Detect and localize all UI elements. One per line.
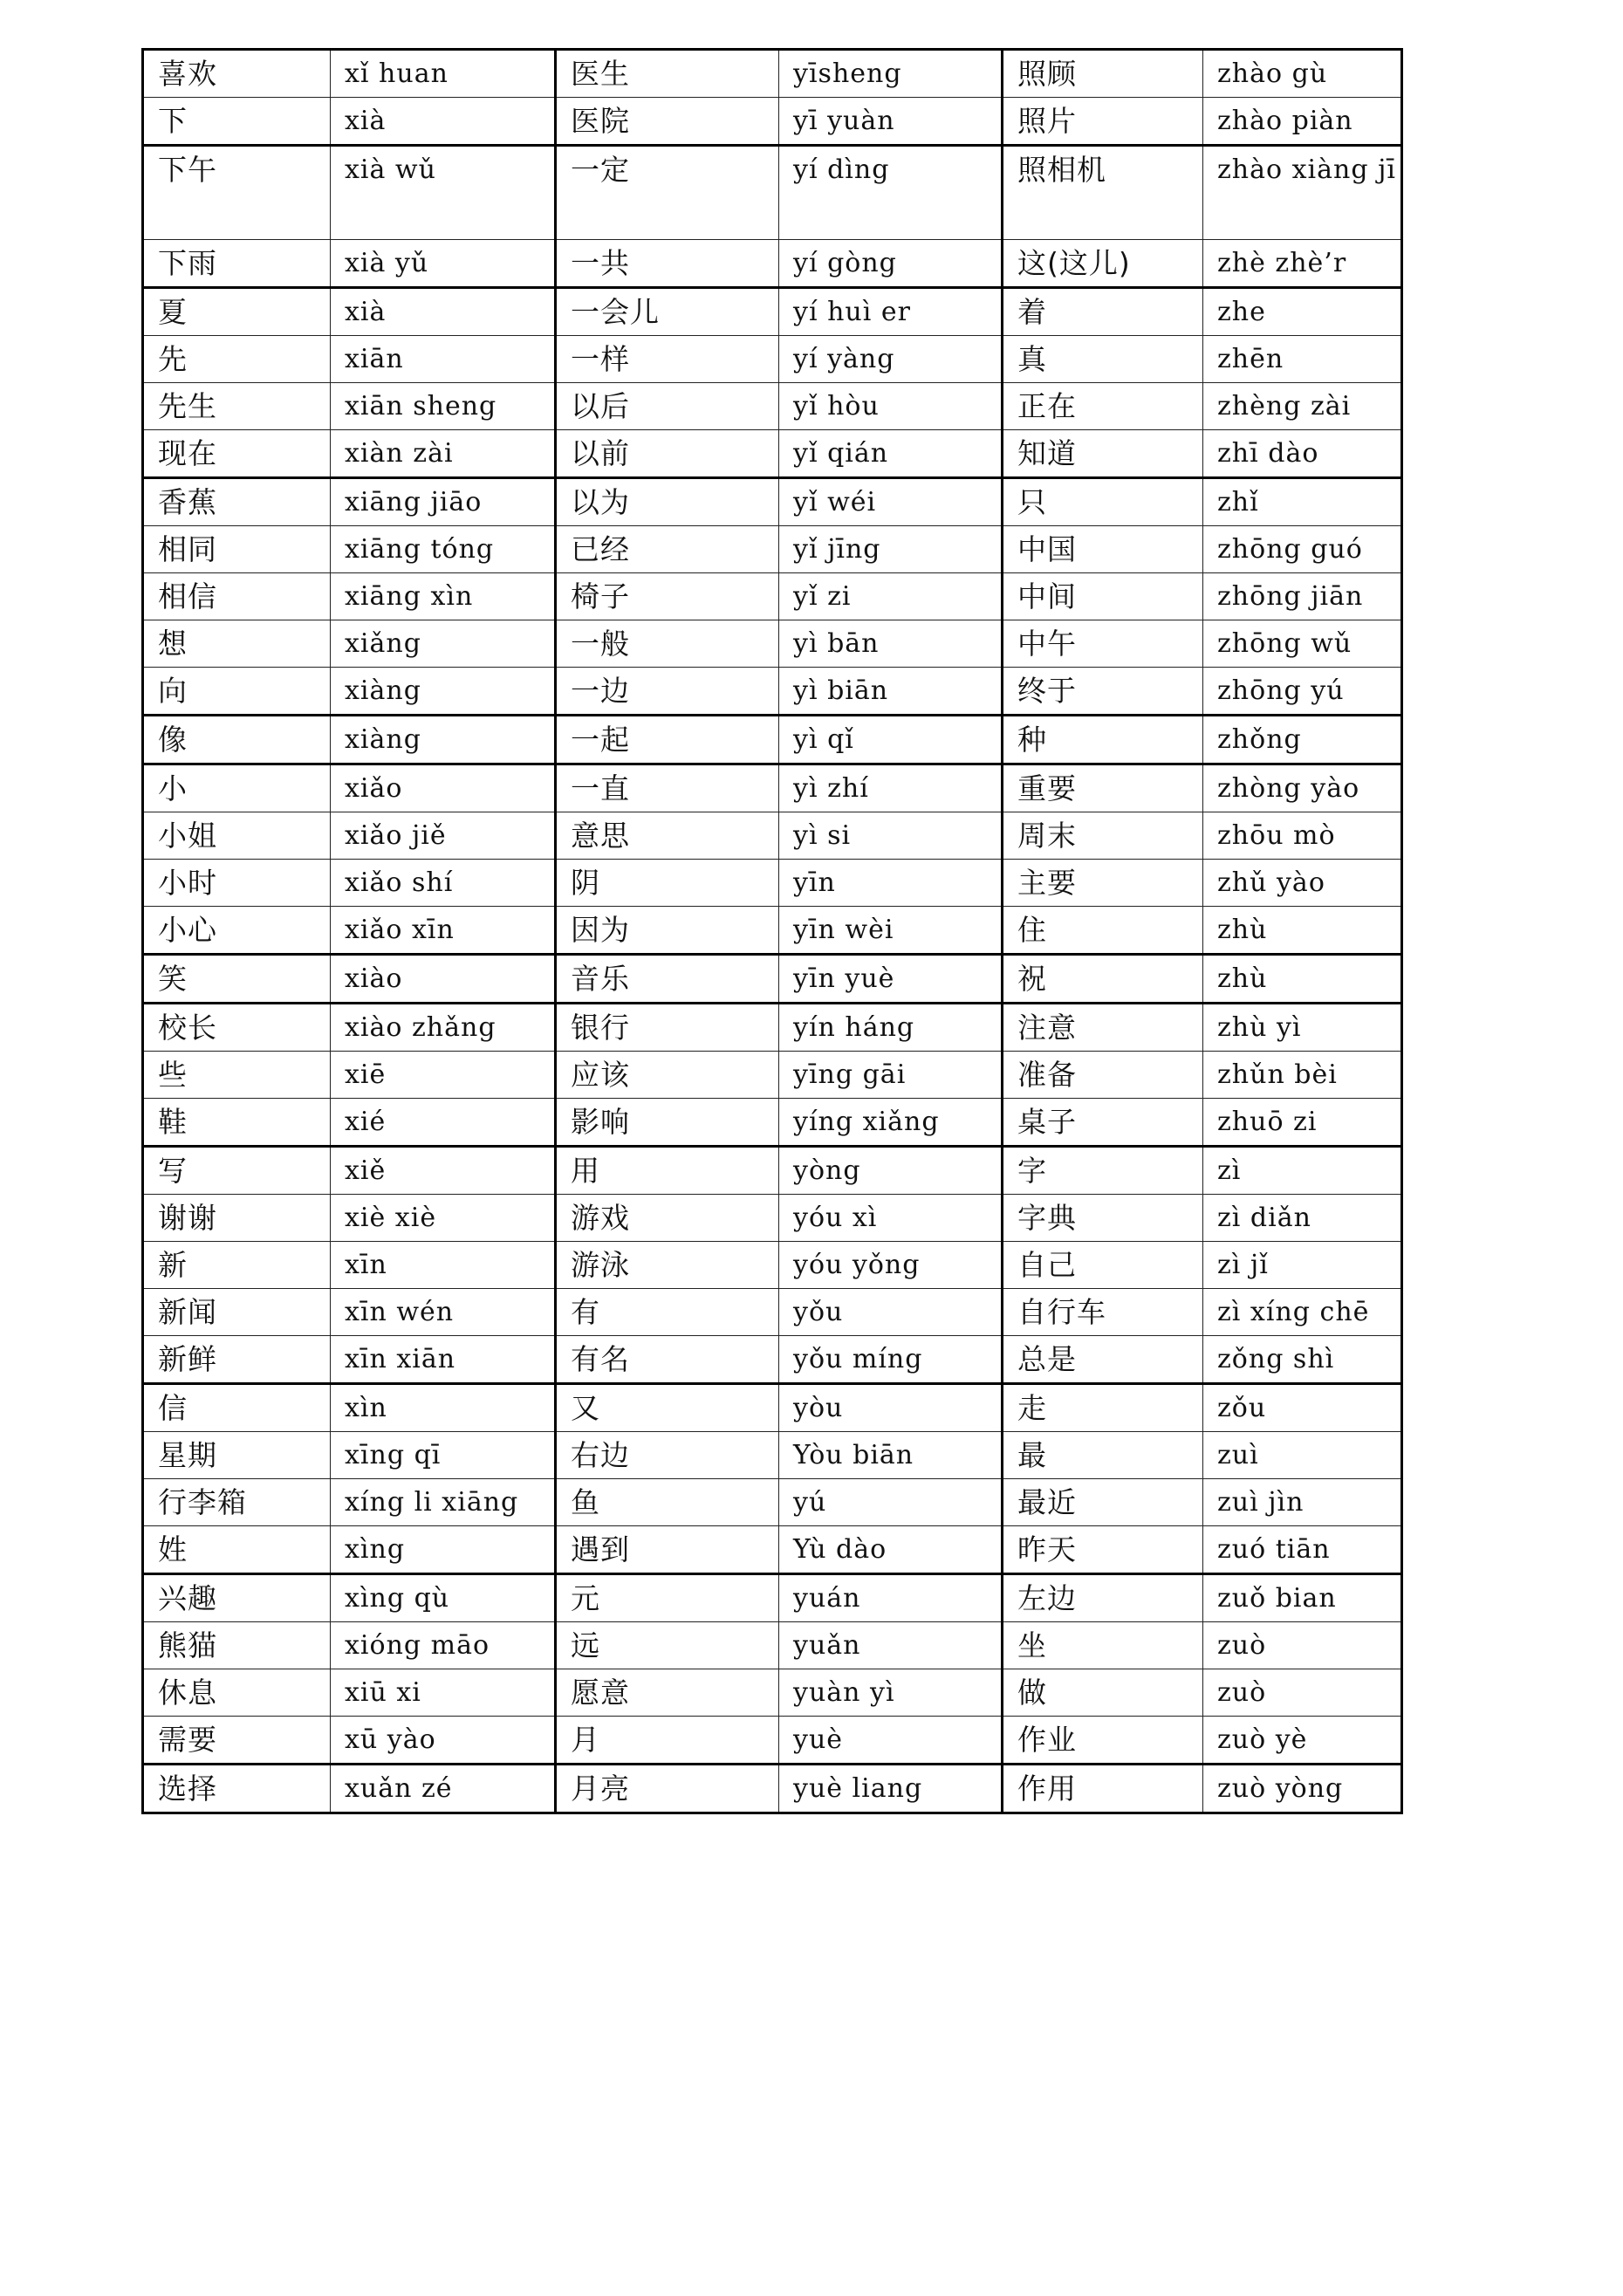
cell-pinyin-col6: zhōu mò	[1203, 812, 1402, 860]
cell-pinyin-col6: zhōng wǔ	[1203, 620, 1402, 668]
cell-pinyin-col6: zhòng yào	[1203, 764, 1402, 812]
cell-hanzi-col1: 兴趣	[143, 1574, 331, 1622]
cell-pinyin-col6: zhōng guó	[1203, 526, 1402, 573]
cell-pinyin-col4: yǐ jīng	[779, 526, 1003, 573]
cell-hanzi-col1: 信	[143, 1384, 331, 1432]
cell-pinyin-col6: zuì	[1203, 1432, 1402, 1479]
cell-pinyin-col6: zì jǐ	[1203, 1242, 1402, 1289]
cell-hanzi-col1: 选择	[143, 1765, 331, 1813]
cell-hanzi-col1: 下雨	[143, 240, 331, 288]
cell-pinyin-col2: xié	[331, 1099, 556, 1147]
cell-hanzi-col1: 行李箱	[143, 1479, 331, 1526]
cell-pinyin-col2: xià wǔ	[331, 146, 556, 240]
cell-hanzi-col1: 熊猫	[143, 1622, 331, 1669]
cell-hanzi-col3: 遇到	[556, 1526, 779, 1574]
cell-hanzi-col3: 远	[556, 1622, 779, 1669]
vocabulary-table-body	[143, 50, 1402, 1813]
cell-hanzi-col1: 相同	[143, 526, 331, 573]
cell-pinyin-col6: zhào piàn	[1203, 98, 1402, 146]
cell-pinyin-col2: xiǎo shí	[331, 860, 556, 907]
cell-pinyin-col2: xìng	[331, 1526, 556, 1574]
cell-hanzi-col5: 字	[1003, 1147, 1203, 1195]
cell-hanzi-col3: 以为	[556, 478, 779, 526]
cell-pinyin-col4: yí yàng	[779, 336, 1003, 383]
table-row	[143, 526, 1402, 573]
cell-hanzi-col3: 一般	[556, 620, 779, 668]
cell-pinyin-col2: xióng māo	[331, 1622, 556, 1669]
cell-hanzi-col5: 作用	[1003, 1765, 1203, 1813]
cell-pinyin-col2: xiè xiè	[331, 1195, 556, 1242]
cell-hanzi-col3: 一会儿	[556, 288, 779, 336]
cell-pinyin-col6: zhè zhè’r	[1203, 240, 1402, 288]
cell-pinyin-col4: yì bān	[779, 620, 1003, 668]
cell-pinyin-col6: zuì jìn	[1203, 1479, 1402, 1526]
cell-pinyin-col2: xiān sheng	[331, 383, 556, 430]
cell-hanzi-col5: 总是	[1003, 1336, 1203, 1384]
cell-pinyin-col6: zhe	[1203, 288, 1402, 336]
cell-hanzi-col5: 住	[1003, 907, 1203, 955]
cell-hanzi-col5: 真	[1003, 336, 1203, 383]
cell-hanzi-col3: 阴	[556, 860, 779, 907]
cell-hanzi-col1: 小心	[143, 907, 331, 955]
cell-hanzi-col5: 中午	[1003, 620, 1203, 668]
cell-pinyin-col2: xīn	[331, 1242, 556, 1289]
cell-hanzi-col5: 中间	[1003, 573, 1203, 620]
cell-hanzi-col3: 一样	[556, 336, 779, 383]
table-row	[143, 1384, 1402, 1432]
cell-hanzi-col5: 自己	[1003, 1242, 1203, 1289]
cell-pinyin-col2: xīn xiān	[331, 1336, 556, 1384]
cell-pinyin-col4: yí dìng	[779, 146, 1003, 240]
table-row	[143, 764, 1402, 812]
cell-hanzi-col5: 中国	[1003, 526, 1203, 573]
cell-hanzi-col3: 月亮	[556, 1765, 779, 1813]
cell-pinyin-col2: xiǎo	[331, 764, 556, 812]
table-row	[143, 146, 1402, 240]
cell-pinyin-col4: yuè	[779, 1717, 1003, 1765]
cell-pinyin-col2: xiāng jiāo	[331, 478, 556, 526]
cell-hanzi-col1: 相信	[143, 573, 331, 620]
cell-pinyin-col6: zǒng shì	[1203, 1336, 1402, 1384]
cell-pinyin-col2: xià	[331, 288, 556, 336]
cell-hanzi-col3: 右边	[556, 1432, 779, 1479]
cell-pinyin-col2: xiǎng	[331, 620, 556, 668]
cell-pinyin-col6: zuó tiān	[1203, 1526, 1402, 1574]
cell-hanzi-col5: 祝	[1003, 955, 1203, 1004]
cell-hanzi-col3: 应该	[556, 1052, 779, 1099]
cell-hanzi-col1: 笑	[143, 955, 331, 1004]
cell-hanzi-col3: 愿意	[556, 1669, 779, 1717]
cell-pinyin-col4: yín háng	[779, 1004, 1003, 1052]
cell-hanzi-col1: 小	[143, 764, 331, 812]
cell-pinyin-col4: yuán	[779, 1574, 1003, 1622]
table-row	[143, 1526, 1402, 1574]
cell-pinyin-col4: yuè liang	[779, 1765, 1003, 1813]
table-row	[143, 1479, 1402, 1526]
cell-pinyin-col4: yóu xì	[779, 1195, 1003, 1242]
cell-hanzi-col5: 重要	[1003, 764, 1203, 812]
cell-hanzi-col3: 影响	[556, 1099, 779, 1147]
cell-pinyin-col6: zì	[1203, 1147, 1402, 1195]
cell-pinyin-col4: yīn wèi	[779, 907, 1003, 955]
cell-pinyin-col6: zhōng jiān	[1203, 573, 1402, 620]
cell-hanzi-col1: 校长	[143, 1004, 331, 1052]
cell-pinyin-col6: zuò yè	[1203, 1717, 1402, 1765]
cell-hanzi-col5: 照顾	[1003, 50, 1203, 98]
cell-hanzi-col1: 像	[143, 716, 331, 764]
cell-pinyin-col4: yì biān	[779, 668, 1003, 716]
cell-hanzi-col5: 着	[1003, 288, 1203, 336]
cell-pinyin-col2: xū yào	[331, 1717, 556, 1765]
cell-hanzi-col1: 新闻	[143, 1289, 331, 1336]
cell-hanzi-col3: 鱼	[556, 1479, 779, 1526]
table-row	[143, 1622, 1402, 1669]
cell-hanzi-col3: 银行	[556, 1004, 779, 1052]
cell-hanzi-col5: 照相机	[1003, 146, 1203, 240]
table-row	[143, 1147, 1402, 1195]
cell-pinyin-col6: zuò	[1203, 1622, 1402, 1669]
cell-hanzi-col1: 小时	[143, 860, 331, 907]
cell-pinyin-col6: zhǐ	[1203, 478, 1402, 526]
cell-pinyin-col4: yǒu míng	[779, 1336, 1003, 1384]
table-row	[143, 98, 1402, 146]
cell-hanzi-col5: 这(这儿)	[1003, 240, 1203, 288]
cell-hanzi-col5: 准备	[1003, 1052, 1203, 1099]
cell-pinyin-col6: zì diǎn	[1203, 1195, 1402, 1242]
cell-hanzi-col1: 向	[143, 668, 331, 716]
cell-hanzi-col5: 终于	[1003, 668, 1203, 716]
cell-pinyin-col2: xǐ huan	[331, 50, 556, 98]
table-row	[143, 1289, 1402, 1336]
cell-hanzi-col3: 一共	[556, 240, 779, 288]
cell-hanzi-col5: 自行车	[1003, 1289, 1203, 1336]
table-row	[143, 240, 1402, 288]
cell-hanzi-col3: 因为	[556, 907, 779, 955]
cell-pinyin-col4: yuàn yì	[779, 1669, 1003, 1717]
cell-pinyin-col4: yòng	[779, 1147, 1003, 1195]
table-row	[143, 383, 1402, 430]
cell-pinyin-col6: zǒu	[1203, 1384, 1402, 1432]
cell-pinyin-col2: xiān	[331, 336, 556, 383]
cell-pinyin-col6: zhù yì	[1203, 1004, 1402, 1052]
table-row	[143, 955, 1402, 1004]
cell-pinyin-col2: xīn wén	[331, 1289, 556, 1336]
table-row	[143, 668, 1402, 716]
cell-hanzi-col5: 周末	[1003, 812, 1203, 860]
cell-hanzi-col1: 下	[143, 98, 331, 146]
cell-hanzi-col1: 新鲜	[143, 1336, 331, 1384]
cell-hanzi-col1: 香蕉	[143, 478, 331, 526]
cell-hanzi-col1: 姓	[143, 1526, 331, 1574]
cell-pinyin-col4: yīn yuè	[779, 955, 1003, 1004]
cell-pinyin-col6: zuò	[1203, 1669, 1402, 1717]
cell-pinyin-col6: zì xíng chē	[1203, 1289, 1402, 1336]
cell-pinyin-col4: yǒu	[779, 1289, 1003, 1336]
cell-hanzi-col1: 些	[143, 1052, 331, 1099]
cell-hanzi-col5: 作业	[1003, 1717, 1203, 1765]
cell-pinyin-col4: yí huì er	[779, 288, 1003, 336]
cell-hanzi-col5: 正在	[1003, 383, 1203, 430]
cell-hanzi-col5: 主要	[1003, 860, 1203, 907]
cell-hanzi-col3: 椅子	[556, 573, 779, 620]
cell-pinyin-col6: zhǒng	[1203, 716, 1402, 764]
cell-pinyin-col6: zhù	[1203, 907, 1402, 955]
cell-pinyin-col2: xìng qù	[331, 1574, 556, 1622]
cell-pinyin-col2: xiě	[331, 1147, 556, 1195]
cell-hanzi-col3: 医院	[556, 98, 779, 146]
cell-pinyin-col6: zhī dào	[1203, 430, 1402, 478]
cell-hanzi-col5: 最	[1003, 1432, 1203, 1479]
table-row	[143, 430, 1402, 478]
cell-hanzi-col1: 新	[143, 1242, 331, 1289]
cell-pinyin-col2: xià yǔ	[331, 240, 556, 288]
cell-hanzi-col1: 想	[143, 620, 331, 668]
cell-hanzi-col5: 坐	[1003, 1622, 1203, 1669]
cell-hanzi-col3: 一边	[556, 668, 779, 716]
table-row	[143, 1052, 1402, 1099]
cell-hanzi-col3: 游戏	[556, 1195, 779, 1242]
cell-hanzi-col1: 鞋	[143, 1099, 331, 1147]
cell-pinyin-col2: xiàng	[331, 668, 556, 716]
table-row	[143, 1336, 1402, 1384]
cell-pinyin-col6: zhào xiàng jī	[1203, 146, 1402, 240]
cell-pinyin-col4: yǐ wéi	[779, 478, 1003, 526]
cell-hanzi-col3: 音乐	[556, 955, 779, 1004]
table-row	[143, 1432, 1402, 1479]
cell-pinyin-col6: zhù	[1203, 955, 1402, 1004]
cell-pinyin-col4: yíng xiǎng	[779, 1099, 1003, 1147]
cell-hanzi-col3: 元	[556, 1574, 779, 1622]
table-row	[143, 288, 1402, 336]
table-row	[143, 336, 1402, 383]
table-row	[143, 50, 1402, 98]
cell-pinyin-col6: zuò yòng	[1203, 1765, 1402, 1813]
cell-pinyin-col4: yīn	[779, 860, 1003, 907]
cell-hanzi-col1: 写	[143, 1147, 331, 1195]
vocabulary-table	[141, 48, 1403, 1814]
cell-hanzi-col1: 星期	[143, 1432, 331, 1479]
cell-pinyin-col2: xiào zhǎng	[331, 1004, 556, 1052]
cell-hanzi-col3: 游泳	[556, 1242, 779, 1289]
cell-hanzi-col5: 昨天	[1003, 1526, 1203, 1574]
cell-hanzi-col3: 又	[556, 1384, 779, 1432]
cell-pinyin-col2: xiào	[331, 955, 556, 1004]
cell-pinyin-col6: zhèng zài	[1203, 383, 1402, 430]
cell-hanzi-col3: 一起	[556, 716, 779, 764]
cell-hanzi-col1: 现在	[143, 430, 331, 478]
cell-pinyin-col2: xīng qī	[331, 1432, 556, 1479]
cell-hanzi-col1: 小姐	[143, 812, 331, 860]
cell-pinyin-col6: zhuō zi	[1203, 1099, 1402, 1147]
cell-pinyin-col4: yú	[779, 1479, 1003, 1526]
table-row	[143, 860, 1402, 907]
cell-hanzi-col5: 照片	[1003, 98, 1203, 146]
table-row	[143, 573, 1402, 620]
table-row	[143, 478, 1402, 526]
cell-pinyin-col2: xiǎo xīn	[331, 907, 556, 955]
cell-hanzi-col3: 已经	[556, 526, 779, 573]
table-row	[143, 716, 1402, 764]
cell-hanzi-col5: 走	[1003, 1384, 1203, 1432]
cell-pinyin-col4: yòu	[779, 1384, 1003, 1432]
cell-pinyin-col4: yǐ qián	[779, 430, 1003, 478]
cell-pinyin-col2: xiāng xìn	[331, 573, 556, 620]
cell-pinyin-col4: yīng gāi	[779, 1052, 1003, 1099]
cell-pinyin-col4: yóu yǒng	[779, 1242, 1003, 1289]
table-row	[143, 1669, 1402, 1717]
cell-hanzi-col3: 一定	[556, 146, 779, 240]
cell-hanzi-col1: 谢谢	[143, 1195, 331, 1242]
cell-pinyin-col6: zhōng yú	[1203, 668, 1402, 716]
cell-pinyin-col2: xiū xi	[331, 1669, 556, 1717]
cell-pinyin-col6: zhǔn bèi	[1203, 1052, 1402, 1099]
cell-pinyin-col4: yīsheng	[779, 50, 1003, 98]
cell-pinyin-col2: xiē	[331, 1052, 556, 1099]
cell-hanzi-col1: 先生	[143, 383, 331, 430]
cell-hanzi-col5: 只	[1003, 478, 1203, 526]
table-row	[143, 1242, 1402, 1289]
cell-pinyin-col2: xìn	[331, 1384, 556, 1432]
cell-pinyin-col2: xià	[331, 98, 556, 146]
table-row	[143, 1574, 1402, 1622]
cell-hanzi-col1: 休息	[143, 1669, 331, 1717]
cell-pinyin-col2: xiǎo jiě	[331, 812, 556, 860]
cell-pinyin-col4: yì qǐ	[779, 716, 1003, 764]
table-row	[143, 1717, 1402, 1765]
table-row	[143, 907, 1402, 955]
cell-hanzi-col1: 夏	[143, 288, 331, 336]
table-row	[143, 1004, 1402, 1052]
cell-hanzi-col5: 知道	[1003, 430, 1203, 478]
cell-pinyin-col2: xíng li xiāng	[331, 1479, 556, 1526]
cell-hanzi-col5: 字典	[1003, 1195, 1203, 1242]
cell-pinyin-col4: yǐ zi	[779, 573, 1003, 620]
cell-hanzi-col3: 意思	[556, 812, 779, 860]
cell-pinyin-col2: xiàng	[331, 716, 556, 764]
cell-pinyin-col2: xuǎn zé	[331, 1765, 556, 1813]
cell-hanzi-col3: 有名	[556, 1336, 779, 1384]
table-row	[143, 1765, 1402, 1813]
cell-hanzi-col3: 以后	[556, 383, 779, 430]
cell-hanzi-col3: 一直	[556, 764, 779, 812]
cell-pinyin-col6: zhēn	[1203, 336, 1402, 383]
cell-hanzi-col1: 需要	[143, 1717, 331, 1765]
cell-pinyin-col4: yì si	[779, 812, 1003, 860]
cell-hanzi-col5: 做	[1003, 1669, 1203, 1717]
cell-pinyin-col2: xiàn zài	[331, 430, 556, 478]
table-row	[143, 1195, 1402, 1242]
cell-pinyin-col4: yī yuàn	[779, 98, 1003, 146]
cell-hanzi-col5: 桌子	[1003, 1099, 1203, 1147]
cell-hanzi-col3: 以前	[556, 430, 779, 478]
cell-hanzi-col5: 种	[1003, 716, 1203, 764]
cell-hanzi-col3: 医生	[556, 50, 779, 98]
cell-pinyin-col4: yǐ hòu	[779, 383, 1003, 430]
cell-pinyin-col4: Yù dào	[779, 1526, 1003, 1574]
cell-pinyin-col4: yuǎn	[779, 1622, 1003, 1669]
cell-pinyin-col4: yì zhí	[779, 764, 1003, 812]
table-row	[143, 812, 1402, 860]
cell-hanzi-col1: 先	[143, 336, 331, 383]
table-row	[143, 1099, 1402, 1147]
cell-hanzi-col1: 喜欢	[143, 50, 331, 98]
table-row	[143, 620, 1402, 668]
cell-pinyin-col4: Yòu biān	[779, 1432, 1003, 1479]
cell-hanzi-col5: 最近	[1003, 1479, 1203, 1526]
cell-pinyin-col6: zuǒ bian	[1203, 1574, 1402, 1622]
cell-pinyin-col2: xiāng tóng	[331, 526, 556, 573]
cell-hanzi-col3: 月	[556, 1717, 779, 1765]
cell-pinyin-col4: yí gòng	[779, 240, 1003, 288]
cell-pinyin-col6: zhǔ yào	[1203, 860, 1402, 907]
cell-hanzi-col5: 注意	[1003, 1004, 1203, 1052]
cell-pinyin-col6: zhào gù	[1203, 50, 1402, 98]
cell-hanzi-col3: 用	[556, 1147, 779, 1195]
cell-hanzi-col1: 下午	[143, 146, 331, 240]
cell-hanzi-col3: 有	[556, 1289, 779, 1336]
cell-hanzi-col5: 左边	[1003, 1574, 1203, 1622]
